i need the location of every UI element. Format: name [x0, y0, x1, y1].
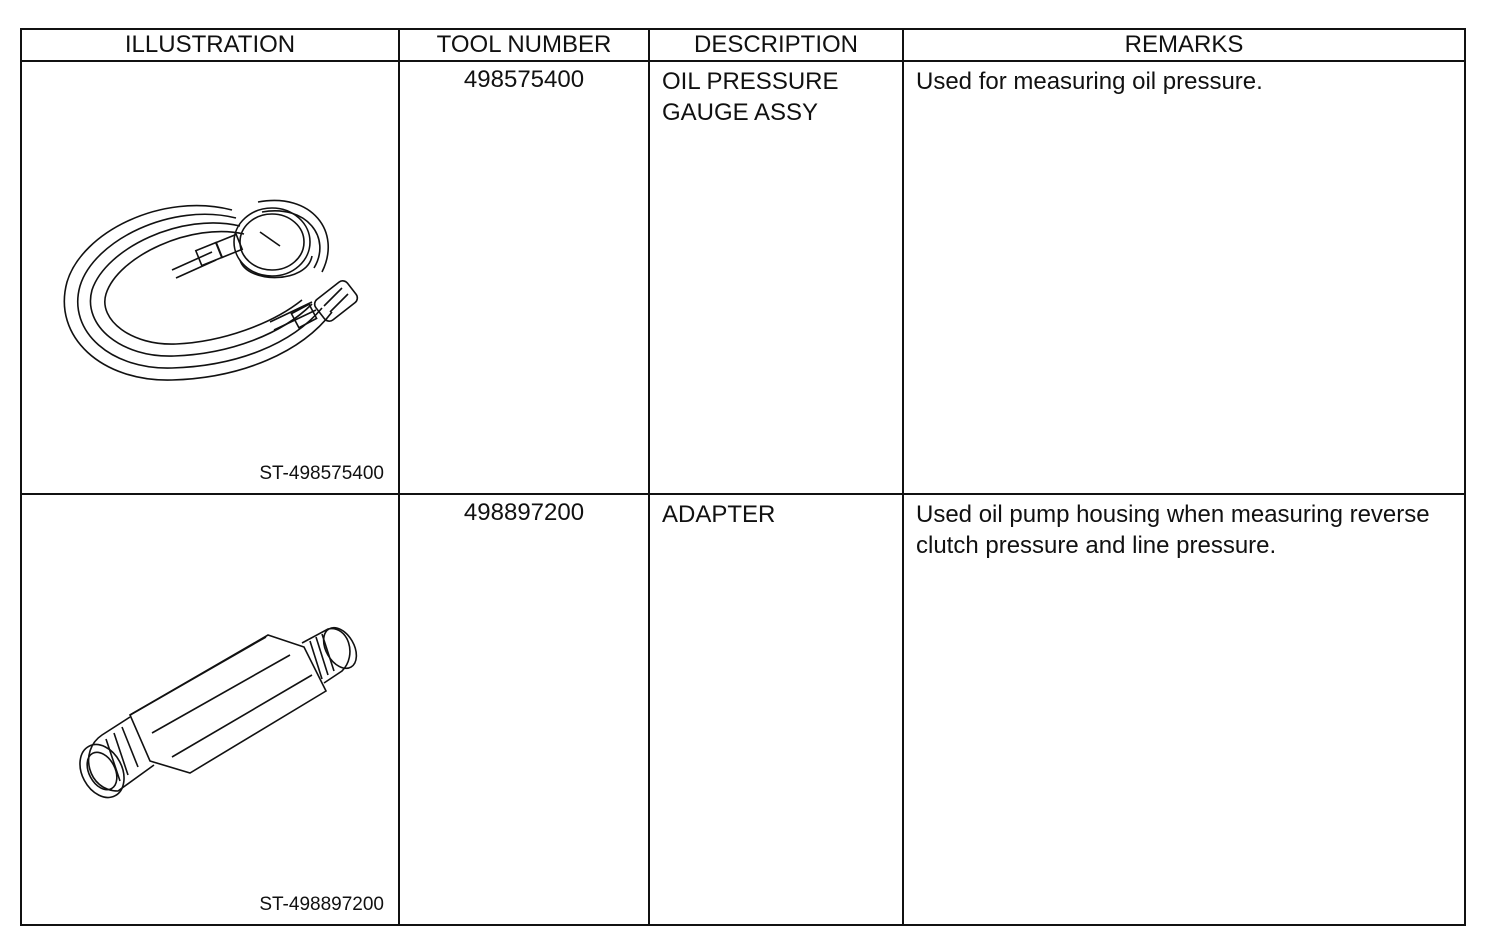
adapter-fitting-icon: [22, 495, 400, 915]
header-tool-number: TOOL NUMBER: [399, 29, 649, 61]
description-line: OIL PRESSURE: [662, 68, 839, 95]
description-line: GAUGE ASSY: [662, 99, 819, 126]
illustration-cell: [21, 494, 399, 925]
description-cell: [649, 494, 903, 925]
illustration-code: ST-498897200: [259, 894, 384, 915]
table-row: [21, 61, 1465, 494]
description-line: ADAPTER: [662, 501, 776, 528]
illustration-code: ST-498575400: [259, 463, 384, 484]
tool-number-cell: 498897200: [399, 494, 649, 925]
header-remarks: REMARKS: [903, 29, 1465, 61]
remarks-cell: Used for measuring oil pressure.: [903, 61, 1465, 494]
illustration-cell: [21, 61, 399, 494]
header-illustration: ILLUSTRATION: [21, 29, 399, 61]
special-tools-table: [20, 28, 1466, 926]
header-description: DESCRIPTION: [649, 29, 903, 61]
pressure-gauge-icon: [22, 62, 400, 462]
description-cell: [649, 61, 903, 494]
header-row: [21, 29, 1465, 61]
table-row: [21, 494, 1465, 925]
remarks-cell: Used oil pump housing when measuring reverse clutch pressure and line pressure.: [903, 494, 1465, 925]
tool-number-cell: 498575400: [399, 61, 649, 494]
